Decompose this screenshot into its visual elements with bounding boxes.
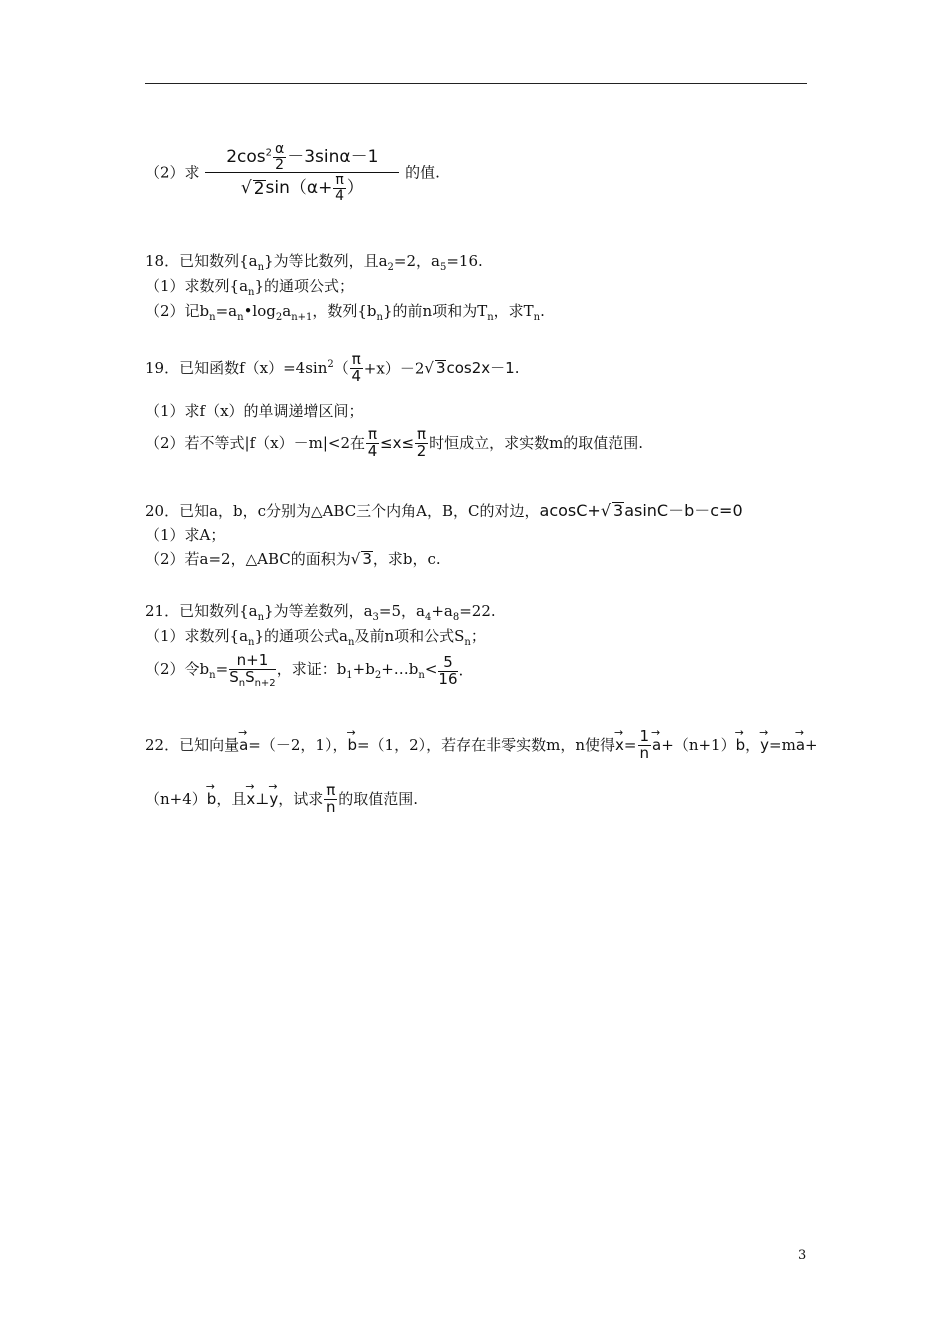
q21-stem: 21．已知数列$\{a_n\}$为等差数列，$a_3=5$，$a_4+a_8=22$. — [145, 602, 496, 623]
q22-line2: （n+4）→ b，且→ x⊥→ y，试求 $\frac{\pi}{n}$ 的取值范围. — [145, 783, 418, 816]
q20-stem: 20．已知a，b，c分别为△ABC三个内角A，B，C的对边，acosC+√ 3asinC－b－c=0 — [145, 501, 743, 520]
q18-stem: 18．已知数列$\{a_n\}$为等比数列，且$a_2=2$，$a_5=16$. — [145, 252, 483, 273]
q17-part2: （2）求 $2\cos^2$ $\frac{\alpha}{2}$ －3sinα－1 √ 2sin（α+ $\frac{\pi}{4}$ ） 的值. — [145, 141, 440, 205]
q19-part2: （2）若不等式|f（x）－m|<2在 $\frac{\pi}{4}$ ≤x≤ $\frac{\pi}{2}$ 时恒成立，求实数m的取值范围. — [145, 425, 644, 460]
q20-part1: （1）求A； — [145, 526, 226, 544]
q18-part2: （2）记$b_n=a_n•\log_2a_{n+1}$，数列$\{b_n\}$的前n项和为$T_n$，求$T_n$. — [145, 302, 545, 323]
q21-part1: （1）求数列$\{a_n\}$的通项公式$a_n$及前n项和公式$S_n$； — [145, 627, 486, 648]
q18-part1: （1）求数列$\{a_n\}$的通项公式； — [145, 277, 355, 298]
header-rule — [145, 83, 807, 84]
q20-part2: （2）若a=2，△ABC的面积为√ 3，求b，c. — [145, 550, 441, 568]
q19-stem: 19．已知函数$f(x)=4\sin^2$（ $\frac{\pi}{4}$ +x）－2√ 3cos2x－1. — [145, 350, 520, 385]
page-number: 3 — [798, 1248, 807, 1263]
q22-line1: 22．已知向量→ a=（－2，1），→ b=（1，2），若存在非零实数m，n使得→ x= $\frac{1}{n}$ → a+（n+1）→ b，→ y=m→ a+ — [145, 729, 818, 762]
q19-part1: （1）求f（x）的单调递增区间； — [145, 402, 364, 420]
q21-part2: （2）令$b_n=$ $\frac{n+1}{S_nS_{n+2}}$ ，求证：$b_1+b_2+\dots b_n<$ $\frac{5}{16}$ . — [145, 651, 464, 689]
